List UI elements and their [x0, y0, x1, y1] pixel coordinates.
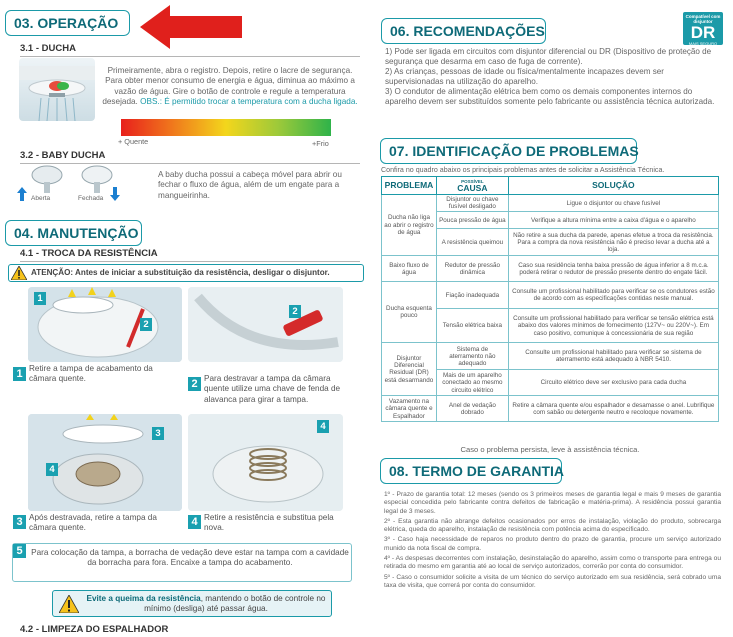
garantia-list: [384, 491, 721, 590]
caution-rest: , mantendo o botão de controle no mínimo (desliga) até passar água.: [144, 594, 326, 613]
closed-label: Fechada: [78, 195, 104, 202]
solution-cell: Verifique a altura mínima entre a caixa d'água e o aparelho: [508, 212, 718, 229]
garantia-item-3: 3º - Caso haja necessidade de reparos no produto dentro do prazo de garantia, procure um serviço autorizado munido da nota fiscal de compra.: [384, 536, 721, 552]
problem-cell: Ducha não liga ao abrir o registro de água: [382, 195, 437, 256]
caution-bold: Evite a queima da resistência: [86, 594, 201, 603]
problem-cell: Vazamento na câmara quente e Espalhador: [382, 396, 437, 422]
arrow-up-icon: [17, 187, 27, 201]
table-row: [382, 396, 719, 422]
step-2-badge-inset: 2: [140, 318, 152, 331]
cause-cell: Pouca pressão de água: [436, 212, 508, 229]
solution-cell: Circuito elétrico deve ser exclusivo para cada ducha: [508, 370, 718, 396]
step-4-badge: 4: [317, 420, 329, 433]
solution-cell: Não retire a sua ducha da parede, apenas efetue a troca da resistência. Para a compra da nova resistência não é preciso levar a ducha até a loja.: [508, 229, 718, 256]
step-1-caption: Retire a tampa de acabamento da câmara quente.: [29, 364, 153, 384]
solution-cell: Consulte um profissional habilitado para verificar se sistema de aterramento está adequado à NBR 5410.: [508, 343, 718, 370]
step-5-box: [12, 543, 352, 582]
problems-table: [381, 176, 719, 422]
recomendacoes-list: [385, 47, 720, 107]
col-header-solucao: SOLUÇÃO: [508, 177, 718, 195]
solution-cell: Retire a câmara quente e/ou espalhador e desamasse o anel. Lubrifique com sabão ou detergente neutro e recoloque novamente.: [508, 396, 718, 422]
baby-ducha-text: A baby ducha possui a cabeça móvel para abrir ou fechar o fluxo de água, além de um engate para a mangueirinha.: [158, 170, 342, 200]
step-2-caption-badge: 2: [188, 377, 201, 391]
col-header-causa-small: POSSÍVEL: [461, 178, 484, 184]
baby-shower-closed-image: [80, 165, 114, 193]
col-header-causa: [436, 177, 508, 195]
caution-box: [52, 590, 332, 617]
cause-cell: Sistema de aterramento não adequado: [436, 343, 508, 370]
step-2-caption: Para destravar a tampa da câmara quente utilize uma chave de fenda de alavanca para girar a tampa.: [204, 374, 341, 404]
step-5-text: Para colocação da tampa, a borracha de vedação deve estar na tampa com a cavidade da borracha para fora. Encaixe a tampa do acabamento.: [31, 548, 349, 567]
ducha-instructions: [99, 66, 361, 107]
table-row: [382, 195, 719, 212]
col-header-problema: PROBLEMA: [382, 177, 437, 195]
problem-cell: Ducha esquenta pouco: [382, 282, 437, 343]
recomendacao-3: 3) O condutor de alimentação elétrica bem como os demais componentes internos do aparelho devem ser substituídos somente pelo fabricante ou assistência técnica autorizada.: [385, 87, 715, 106]
section-title-recomendacoes: 06. RECOMENDAÇÕES: [381, 18, 546, 44]
recomendacao-1: 1) Pode ser ligada em circuitos com disjuntor diferencial ou DR (Dispositivo de proteção de segurança que desarma em caso de fuga de corrente).: [385, 47, 712, 66]
cause-cell: Redutor de pressão dinâmica: [436, 256, 508, 282]
table-row: [382, 343, 719, 370]
garantia-item-1: 1º - Prazo de garantia total: 12 meses (sendo os 3 primeiros meses de garantia legal e mais 9 meses de garantia especial concedida pelo fabricante contra defeitos de fabricação e matéria-prima). A residência possui garantia legal de 3 meses.: [384, 491, 721, 515]
cause-cell: A resistência queimou: [436, 229, 508, 256]
table-row: [382, 256, 719, 282]
section-title-operacao: 03. OPERAÇÃO: [5, 10, 130, 36]
garantia-item-2: 2º - Esta garantia não abrange defeitos ocasionados por erros de instalação, violação do produto, sobrecarga elétrica, queda do aparelho, instalação de resistência com potência acima do especificado.: [384, 517, 721, 534]
arrow-down-icon: [110, 187, 120, 201]
table-row: [382, 282, 719, 309]
step-4-badge-inset: 4: [46, 463, 58, 476]
solution-cell: Consulte um profissional habilitado para verificar se tensão elétrica está abaixo dos valores mínimos de fornecimento (127V~ ou 220V~). Em caso positivo, comunique à concessionária de sua região: [508, 309, 718, 343]
step-1-photo: [28, 287, 182, 362]
cause-cell: Mais de um aparelho conectado ao mesmo circuito elétrico: [436, 370, 508, 396]
step-4-caption-badge: 4: [188, 515, 201, 529]
dr-badge-bottom: MAIS SEGURO: [688, 41, 718, 46]
garantia-item-5: 5º - Caso o consumidor solicite a visita de um técnico do serviço autorizado em sua residência, será cobrado uma taxa de visita, que correrá por conta do consumidor.: [384, 573, 721, 589]
step-2-badge: 2: [289, 305, 301, 318]
open-label: Aberta: [31, 195, 51, 202]
recomendacao-2: 2) As crianças, pessoas de idade ou física/mentalmente incapazes devem ser supervisionadas na utilização do aparelho.: [385, 67, 664, 86]
cause-cell: Fiação inadequada: [436, 282, 508, 309]
cause-cell: Anel de vedação dobrado: [436, 396, 508, 422]
caution-text: [83, 594, 329, 614]
warning-box: [8, 264, 364, 282]
temperature-gradient-bar: [121, 119, 331, 136]
step-2-photo: [188, 287, 343, 362]
step-5-badge: 5: [13, 544, 26, 558]
cause-cell: Tensão elétrica baixa: [436, 309, 508, 343]
cause-cell: Disjuntor ou chave fusível desligado: [436, 195, 508, 212]
subsection-title-baby-ducha: 3.2 - BABY DUCHA: [20, 150, 360, 164]
step-3-caption: Após destravada, retire a tampa da câmara quente.: [29, 513, 157, 533]
solution-cell: Ligue o disjuntor ou chave fusível: [508, 195, 718, 212]
step-3-caption-badge: 3: [13, 515, 26, 529]
step-1-caption-badge: 1: [13, 367, 26, 381]
shower-photo: [19, 58, 95, 121]
problemas-intro: Confira no quadro abaixo os principais problemas antes de solicitar a Assistência Técnica.: [381, 166, 665, 174]
dr-badge-top: Compatível com disjuntor: [685, 14, 721, 24]
subsection-title-ducha: 3.1 - DUCHA: [20, 43, 360, 57]
col-header-causa-main: CAUSA: [457, 182, 488, 193]
step-1-badge: 1: [34, 292, 46, 305]
ducha-obs: OBS.: É permitido trocar a temperatura com a ducha ligada.: [140, 96, 358, 106]
warning-icon: [59, 595, 79, 613]
step-4-caption: Retire a resistência e substitua pela nova.: [204, 513, 334, 533]
dr-badge-main: DR: [690, 23, 716, 42]
ducha-instructions-text: Primeiramente, abra o registro. Depois, retire o lacre de segurança. Para obter menor consumo de energia e água, diminua ao máximo a vazão de água. Gire o botão de controle e regule a temperatura desejada.: [102, 66, 355, 106]
baby-shower-open-image: [30, 165, 64, 193]
subsection-title-troca-resistencia: 4.1 - TROCA DA RESISTÊNCIA: [20, 248, 360, 262]
garantia-item-4: 4º - As despesas decorrentes com instalação, desinstalação do aparelho, assim como o transporte para entrega ou retirada do mesmo em garantia até ao local de serviço autorizados, correrão por conta do consumidor.: [384, 555, 721, 571]
solution-cell: Consulte um profissional habilitado para verificar se os condutores estão de acordo com as especificações contidas neste manual.: [508, 282, 718, 309]
problemas-footer: Caso o problema persista, leve à assistência técnica.: [460, 445, 640, 454]
warning-text: ATENÇÃO: Antes de iniciar a substituição da resistência, desligar o disjuntor.: [31, 268, 330, 277]
warning-icon: [11, 266, 27, 280]
problem-cell: Disjuntor Diferencial Residual (DR) está desarmando: [382, 343, 437, 396]
hot-label: + Quente: [118, 137, 149, 146]
section-title-identificacao-problemas: 07. IDENTIFICAÇÃO DE PROBLEMAS: [380, 138, 637, 164]
cold-label: +Frio: [312, 139, 329, 148]
problem-cell: Baixo fluxo de água: [382, 256, 437, 282]
dr-compatible-badge: [683, 12, 723, 45]
step-3-badge: 3: [152, 427, 164, 440]
section-title-termo-garantia: 08. TERMO DE GARANTIA: [380, 458, 562, 484]
section-title-manutencao: 04. MANUTENÇÃO: [5, 220, 142, 246]
solution-cell: Caso sua residência tenha baixa pressão de água inferior a 8 m.c.a. poderá retirar o redutor de pressão presente dentro do engate fácil.: [508, 256, 718, 282]
subsection-title-limpeza: 4.2 - LIMPEZA DO ESPALHADOR: [20, 624, 169, 635]
